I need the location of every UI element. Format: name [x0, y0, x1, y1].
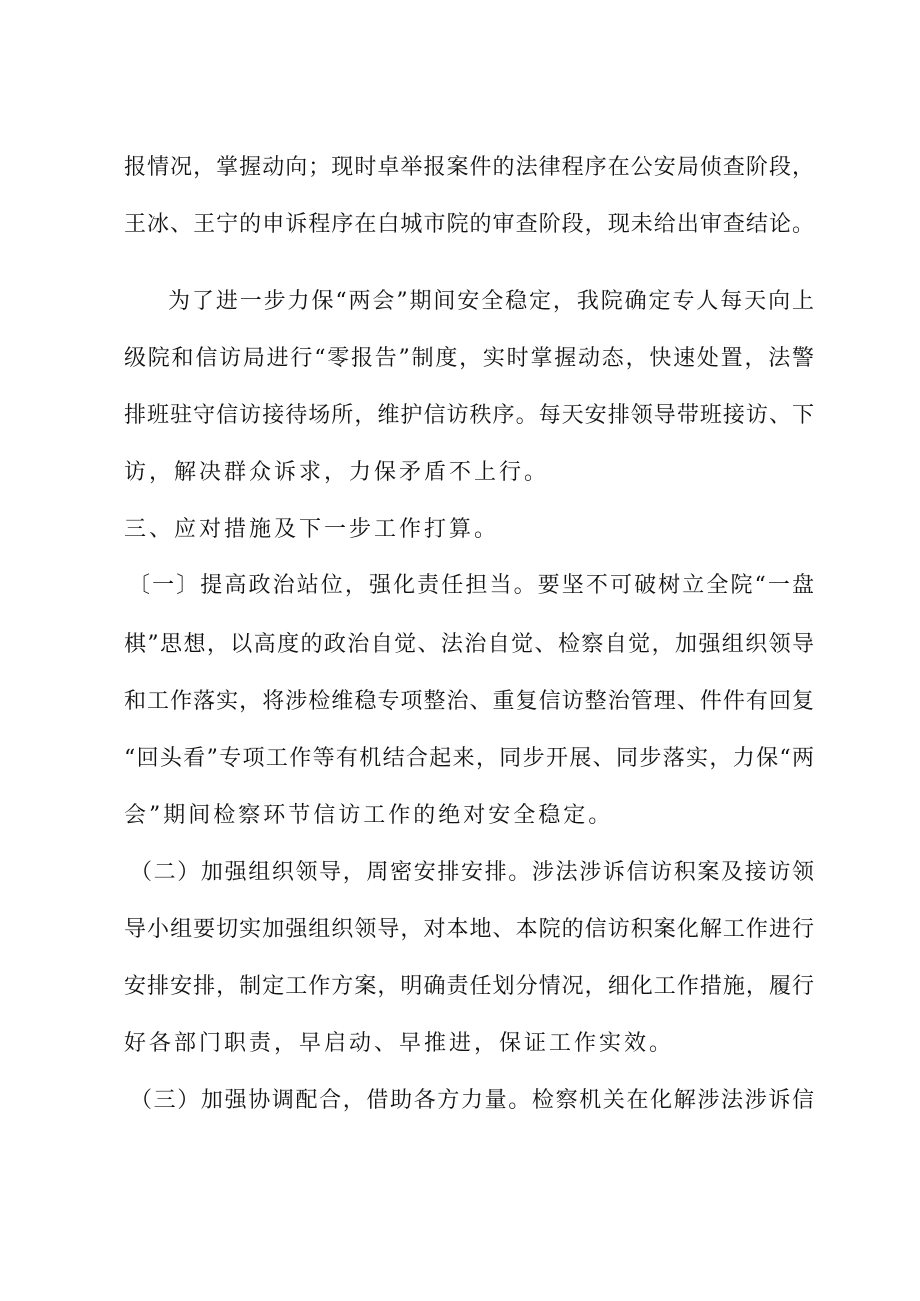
- text-line-4: 级院和信访局进行“零报告”制度，实时掌握动态，快速处置，法警: [124, 346, 814, 371]
- text-line-8: 〔一〕提高政治站位，强化责任担当。要坚不可破树立全院“一盘: [128, 573, 814, 598]
- text-line-14: 导小组要切实加强组织领导，对本地、本院的信访积案化解工作进行: [124, 917, 814, 942]
- text-line-11: “回头看”专项工作等有机结合起来，同步开展、同步落实，力保“两: [124, 746, 814, 771]
- text-line-9: 棋”思想，以高度的政治自觉、法治自觉、检察自觉，加强组织领导: [124, 632, 814, 657]
- text-line-17: （三）加强协调配合，借助各方力量。检察机关在化解涉法涉诉信: [130, 1088, 814, 1113]
- text-line-12: 会”期间检察环节信访工作的绝对安全稳定。: [124, 803, 614, 828]
- text-line-2: 王冰、王宁的申诉程序在白城市院的审查阶段，现未给出审查结论。: [124, 212, 814, 237]
- text-line-10: 和工作落实，将涉检维稳专项整治、重复信访整治管理、件件有回复: [124, 689, 814, 714]
- text-line-15: 安排安排，制定工作方案，明确责任划分情况，细化工作措施，履行: [124, 974, 814, 999]
- text-line-13: （二）加强组织领导，周密安排安排。涉法涉诉信访积案及接访领: [130, 860, 814, 885]
- section-heading-3: 三、应对措施及下一步工作打算。: [124, 517, 500, 542]
- text-line-16: 好各部门职责，早启动、早推进，保证工作实效。: [124, 1031, 675, 1056]
- text-line-6: 访，解决群众诉求，力保矛盾不上行。: [124, 460, 550, 485]
- text-line-3: 为了进一步力保“两会”期间安全稳定，我院确定专人每天向上: [168, 289, 814, 314]
- text-line-1: 报情况，掌握动向；现时卓举报案件的法律程序在公安局侦查阶段，: [124, 155, 814, 180]
- text-line-5: 排班驻守信访接待场所，维护信访秩序。每天安排领导带班接访、下: [124, 403, 814, 428]
